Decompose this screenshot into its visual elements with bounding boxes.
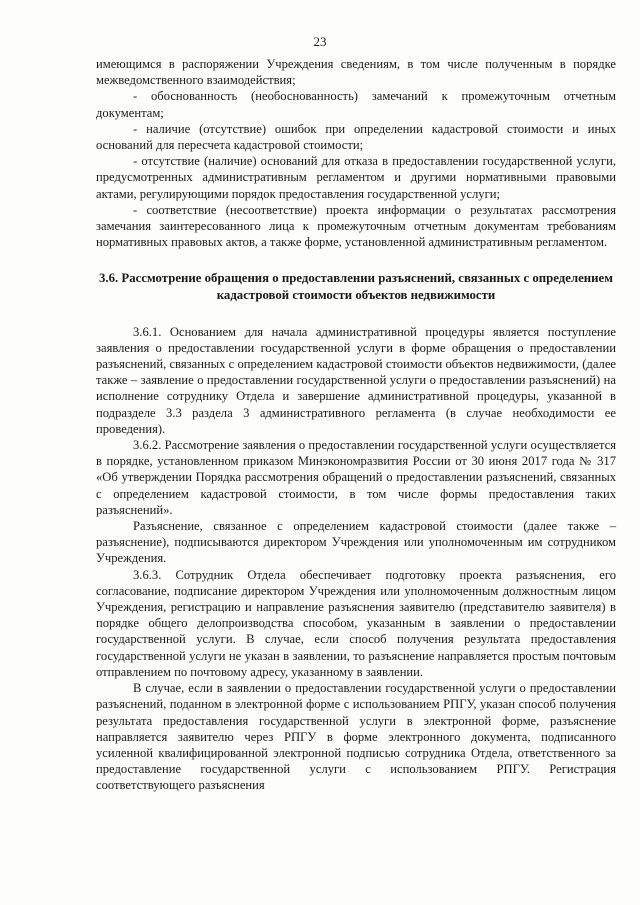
section-heading: 3.6. Рассмотрение обращения о предоставлении разъяснений, связанных с определением кадастровой стоимости объектов недвижимости — [99, 271, 613, 303]
paragraph-3-6-2: 3.6.2. Рассмотрение заявления о предоставлении государственной услуги осуществляется в порядке, установленном приказом Минэкономразвития России от 30 июня 2017 года № 317 «Об утверждении Порядка рассмотрения обращений о предоставлении разъяснений, связанных с определением кадастровой стоимости, в том числе формы предоставления таких разъяснений». — [96, 438, 616, 517]
paragraph-electronic-form: В случае, если в заявлении о предоставлении государственной услуги о предоставлении разъяснений, поданном в электронной форме с использованием РПГУ, указан способ получения результата предоставления государственной услуги в электронной форме, разъяснение направляется заявителю через РПГУ в форме электронного документа, подписанного усиленной квалифицированной электронной подписью сотрудника Отдела, ответственного за предоставление государственной услуги с использованием РПГУ. Регистрация соответствующего разъяснения — [96, 681, 616, 793]
list-item-errors: - наличие (отсутствие) ошибок при определении кадастровой стоимости и иных оснований для пересчета кадастровой стоимости; — [96, 121, 616, 153]
page-number: 23 — [313, 34, 327, 49]
list-item-refusal-grounds: - отсутствие (наличие) оснований для отказа в предоставлении государственной услуги, предусмотренных административным регламентом и другими нормативными правовыми актами, регулирующими порядок предоставления государственной услуги; — [96, 154, 616, 201]
paragraph-continuation: имеющимся в распоряжении Учреждения сведениям, в том числе полученным в порядке межведомственного взаимодействия; — [96, 57, 616, 88]
list-item-compliance: - соответствие (несоответствие) проекта информации о результатах рассмотрения замечания заинтересованного лица к промежуточным отчетным документам требованиям нормативных правовых актов, а также форме, установленной административным регламентом. — [96, 202, 616, 250]
paragraph-3-6-1: 3.6.1. Основанием для начала административной процедуры является поступление заявления о предоставлении государственной услуги в форме обращения о предоставлении разъяснений, связанных с определением кадастровой стоимости объектов недвижимости, (далее также – заявление о предоставлении государственной услуги о предоставлении разъяснений) на исполнение сотруднику Отдела и завершение административной процедуры, указанной в подразделе 3.3 раздела 3 административного регламента (в случае необходимости ее проведения). — [96, 324, 616, 436]
list-item-objections: - обоснованность (необоснованность) замечаний к промежуточным отчетным документам; — [96, 89, 616, 120]
paragraph-clarification-signing: Разъяснение, связанное с определением кадастровой стоимости (далее также – разъяснение), подписываются директором Учреждения или уполномоченным им сотрудником Учреждения. — [96, 519, 616, 566]
paragraph-3-6-3: 3.6.3. Сотрудник Отдела обеспечивает подготовку проекта разъяснения, его согласование, подписание директором Учреждения или уполномоченным должностным лицом Учреждения, регистрацию и направление разъяснения заявителю (представителю заявителя) в порядке общего делопроизводства способом, указанным в заявлении о предоставлении государственной услуги. В случае, если способ получения результата предоставления государственной услуги не указан в заявлении, то разъяснение направляется простым почтовым отправлением по почтовому адресу, указанному в заявлении. — [96, 567, 616, 679]
document-body — [96, 56, 616, 794]
